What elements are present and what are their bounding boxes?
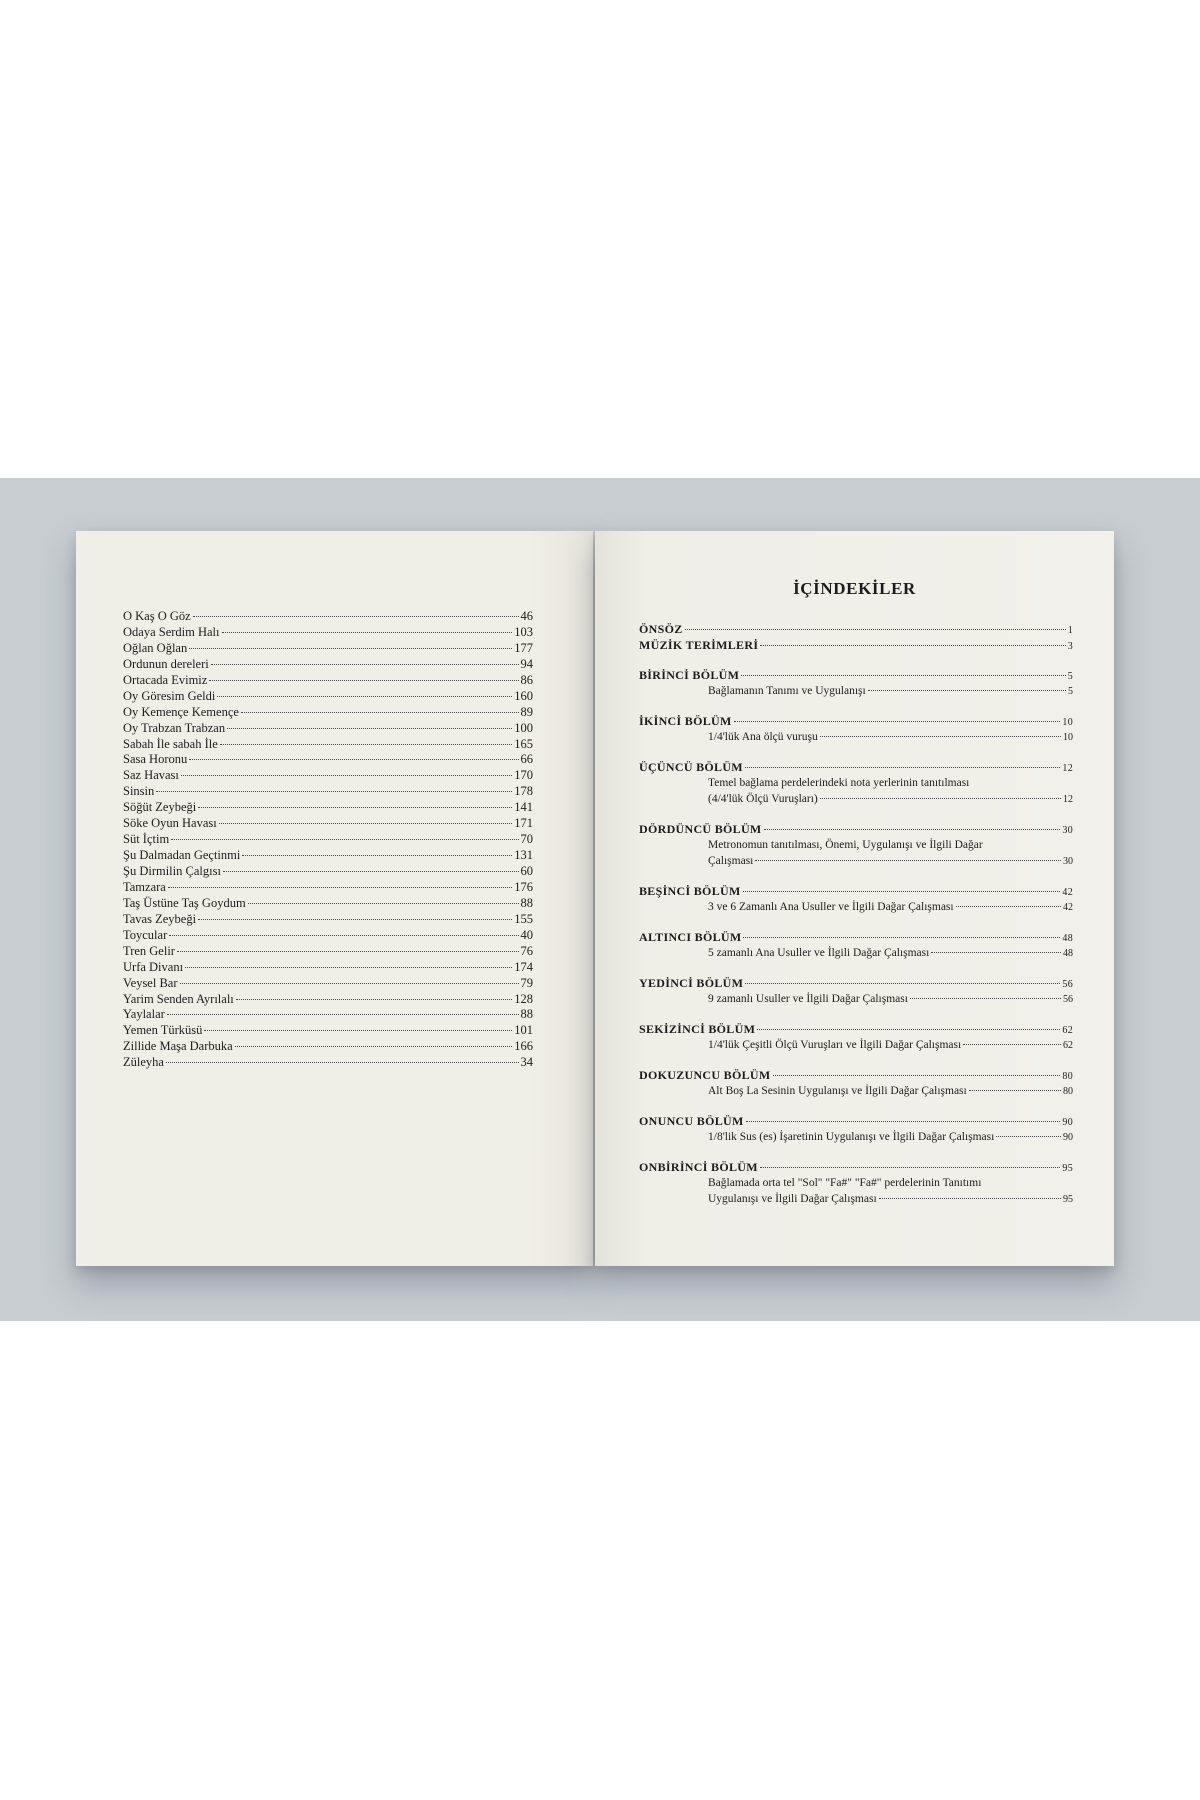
- list-item: [123, 880, 533, 896]
- page-number: 176: [514, 879, 533, 894]
- entry-title: Süt İçtim: [123, 832, 170, 847]
- entry-title: Taş Üstüne Taş Goydum: [123, 895, 246, 910]
- page-number: 12: [1062, 763, 1073, 774]
- page-number: 48: [1063, 948, 1073, 959]
- list-item: [123, 673, 533, 689]
- leader-dots: [820, 798, 1061, 799]
- page-number: 62: [1062, 1025, 1073, 1036]
- entry-title: Yaylalar: [123, 1007, 165, 1022]
- page-number: 95: [1062, 1163, 1073, 1174]
- entry-title: Toycular: [123, 927, 168, 942]
- toc-heading-chapter-3: [639, 759, 1073, 775]
- entry-title: Sabah İle sabah İle: [123, 736, 218, 751]
- leader-dots: [185, 967, 512, 968]
- list-item: [123, 1023, 533, 1039]
- entry-title: Urfa Divanı: [123, 959, 184, 974]
- page-number: 62: [1063, 1040, 1073, 1051]
- leader-dots: [167, 1014, 519, 1015]
- heading-title: BİRİNCİ BÖLÜM: [639, 668, 740, 682]
- page-number: 80: [1062, 1071, 1073, 1082]
- page-number: 79: [520, 975, 533, 990]
- heading-title: ALTINCI BÖLÜM: [639, 930, 742, 944]
- song-index-list: [123, 609, 533, 1071]
- toc-heading-chapter-8: [639, 1021, 1073, 1037]
- leader-dots: [868, 690, 1066, 691]
- page-number: 101: [514, 1023, 533, 1038]
- entry-title: Söke Oyun Havası: [123, 816, 217, 831]
- page-number: 171: [514, 816, 533, 831]
- leader-dots: [211, 664, 519, 665]
- list-item: [123, 737, 533, 753]
- toc-heading-chapter-6: [639, 929, 1073, 945]
- subentry-title: 5 zamanlı Ana Usuller ve İlgili Dağar Çalışması: [708, 947, 930, 959]
- leader-dots: [879, 1198, 1061, 1199]
- heading-title: DÖRDÜNCÜ BÖLÜM: [639, 822, 762, 836]
- subentry-title: Uygulanışı ve İlgili Dağar Çalışması: [708, 1193, 877, 1205]
- leader-dots: [969, 1090, 1061, 1091]
- entry-title: Tamzara: [123, 879, 166, 894]
- entry-title: Şu Dalmadan Geçtinmi: [123, 848, 241, 863]
- page-number: 12: [1063, 794, 1073, 805]
- page-number: 56: [1062, 979, 1073, 990]
- toc-subentry: [639, 853, 1073, 869]
- leader-dots: [219, 823, 513, 824]
- toc-subentry: [639, 683, 1073, 699]
- page-number: 88: [520, 1007, 533, 1022]
- subentry-line: Bağlamada orta tel "Sol" "Fa#" "Fa#" perdelerinin Tanıtımı: [708, 1177, 982, 1189]
- leader-dots: [242, 855, 512, 856]
- entry-title: Oy Trabzan Trabzan: [123, 720, 226, 735]
- heading-title: ÖNSÖZ: [639, 622, 683, 636]
- page-number: 56: [1063, 994, 1073, 1005]
- entry-title: Oğlan Oğlan: [123, 640, 188, 655]
- table-of-contents: [639, 621, 1073, 1207]
- toc-subentry: [639, 945, 1073, 961]
- leader-dots: [236, 999, 512, 1000]
- leader-dots: [198, 807, 512, 808]
- toc-heading-chapter-5: [639, 883, 1073, 899]
- entry-title: Oy Göresim Geldi: [123, 688, 216, 703]
- page-number: 155: [514, 911, 533, 926]
- list-item: [123, 992, 533, 1008]
- subentry-title: Çalışması: [708, 855, 754, 867]
- toc-heading-onsoz: [639, 621, 1073, 637]
- heading-title: ONUNCU BÖLÜM: [639, 1114, 744, 1128]
- leader-dots: [745, 983, 1060, 984]
- list-item: [123, 816, 533, 832]
- page-number: 30: [1062, 825, 1073, 836]
- right-page: [595, 531, 1114, 1266]
- entry-title: Zillide Maşa Darbuka: [123, 1039, 233, 1054]
- page-number: 88: [520, 895, 533, 910]
- leader-dots: [181, 775, 512, 776]
- heading-title: MÜZİK TERİMLERİ: [639, 638, 759, 652]
- leader-dots: [741, 675, 1065, 676]
- page-number: 48: [1062, 933, 1073, 944]
- page-number: 60: [520, 864, 533, 878]
- list-item: [123, 689, 533, 705]
- page-number: 76: [520, 943, 533, 958]
- leader-dots: [963, 1044, 1061, 1045]
- page-number: 100: [514, 720, 533, 735]
- page-number: 174: [514, 959, 533, 974]
- list-item: [123, 864, 533, 880]
- toc-subentry: [639, 1191, 1073, 1207]
- subentry-title: 3 ve 6 Zamanlı Ana Usuller ve İlgili Dağar Çalışması: [708, 901, 954, 913]
- list-item: [123, 1055, 533, 1071]
- list-item: [123, 768, 533, 784]
- list-item: [123, 944, 533, 960]
- page-number: 131: [514, 848, 533, 863]
- leader-dots: [734, 721, 1061, 722]
- toc-subentry: [639, 729, 1073, 745]
- page-number: 5: [1067, 671, 1073, 682]
- toc-subentry: [639, 991, 1073, 1007]
- entry-title: O Kaş O Göz: [123, 609, 191, 623]
- entry-title: Ortacada Evimiz: [123, 672, 208, 687]
- subentry-title: Bağlamanın Tanımı ve Uygulanışı: [708, 685, 866, 697]
- page-number: 90: [1063, 1132, 1073, 1143]
- leader-dots: [996, 1136, 1061, 1137]
- page-number: 10: [1063, 732, 1073, 743]
- page-number: 128: [514, 991, 533, 1006]
- page-number: 103: [514, 624, 533, 639]
- leader-dots: [227, 728, 512, 729]
- leader-dots: [956, 906, 1061, 907]
- leader-dots: [685, 629, 1066, 630]
- leader-dots: [198, 919, 512, 920]
- toc-heading-chapter-7: [639, 975, 1073, 991]
- leader-dots: [193, 616, 519, 617]
- list-item: [123, 848, 533, 864]
- entry-title: Sinsin: [123, 784, 155, 799]
- entry-title: Yemen Türküsü: [123, 1023, 203, 1038]
- subentry-title: 9 zamanlı Usuller ve İlgili Dağar Çalışması: [708, 993, 908, 1005]
- list-item: [123, 641, 533, 657]
- entry-title: Söğüt Zeybeği: [123, 800, 197, 815]
- page-number: 42: [1063, 902, 1073, 913]
- heading-title: YEDİNCİ BÖLÜM: [639, 976, 744, 990]
- page-number: 30: [1063, 856, 1073, 867]
- heading-title: ONBİRİNCİ BÖLÜM: [639, 1160, 758, 1174]
- toc-subentry: [639, 791, 1073, 807]
- list-item: [123, 800, 533, 816]
- page-number: 10: [1062, 717, 1073, 728]
- leader-dots: [222, 632, 513, 633]
- list-item: [123, 896, 533, 912]
- entry-title: Şu Dirmilin Çalgısı: [123, 864, 221, 878]
- toc-subentry: [639, 1129, 1073, 1145]
- leader-dots: [931, 952, 1061, 953]
- page-number: 141: [514, 800, 533, 815]
- page-number: 165: [514, 736, 533, 751]
- page-number: 94: [520, 656, 533, 671]
- leader-dots: [743, 891, 1061, 892]
- heading-title: ÜÇÜNCÜ BÖLÜM: [639, 760, 743, 774]
- list-item: [123, 832, 533, 848]
- page-title: İÇİNDEKİLER: [793, 579, 916, 598]
- heading-title: DOKUZUNCU BÖLÜM: [639, 1068, 771, 1082]
- page-number: 95: [1063, 1194, 1073, 1205]
- leader-dots: [189, 759, 518, 760]
- entry-title: Tren Gelir: [123, 943, 175, 958]
- leader-dots: [910, 998, 1061, 999]
- entry-title: Saz Havası: [123, 768, 179, 783]
- heading-title: İKİNCİ BÖLÜM: [639, 714, 732, 728]
- entry-title: Sasa Horonu: [123, 752, 188, 767]
- toc-subentry: [639, 1037, 1073, 1053]
- page-number: 170: [514, 768, 533, 783]
- heading-title: SEKİZİNCİ BÖLÜM: [639, 1022, 756, 1036]
- leader-dots: [773, 1075, 1061, 1076]
- leader-dots: [168, 887, 512, 888]
- heading-title: BEŞİNCİ BÖLÜM: [639, 884, 741, 898]
- toc-heading-chapter-11: [639, 1159, 1073, 1175]
- entry-title: Tavas Zeybeği: [123, 911, 197, 926]
- toc-subentry: [639, 899, 1073, 915]
- leader-dots: [223, 871, 519, 872]
- leader-dots: [755, 860, 1061, 861]
- leader-dots: [746, 1121, 1061, 1122]
- left-page: [76, 531, 593, 1266]
- page-number: 166: [514, 1039, 533, 1054]
- list-item: [123, 912, 533, 928]
- list-item: [123, 1007, 533, 1023]
- list-item: [123, 1039, 533, 1055]
- leader-dots: [248, 903, 519, 904]
- leader-dots: [764, 829, 1061, 830]
- leader-dots: [743, 937, 1060, 938]
- page-number: 89: [520, 704, 533, 719]
- leader-dots: [169, 935, 518, 936]
- leader-dots: [217, 696, 512, 697]
- page-number: 40: [520, 927, 533, 942]
- subentry-title: (4/4'lük Ölçü Vuruşları): [708, 793, 818, 805]
- leader-dots: [820, 736, 1061, 737]
- list-item: [123, 784, 533, 800]
- page-number: 178: [514, 784, 533, 799]
- leader-dots: [220, 744, 512, 745]
- toc-heading-chapter-1: [639, 667, 1073, 683]
- leader-dots: [189, 648, 512, 649]
- subentry-title: 1/8'lik Sus (es) İşaretinin Uygulanışı ve İlgili Dağar Çalışması: [708, 1131, 995, 1143]
- list-item: [123, 625, 533, 641]
- entry-title: Yarim Senden Ayrılalı: [123, 991, 234, 1006]
- leader-dots: [171, 839, 518, 840]
- leader-dots: [180, 983, 519, 984]
- leader-dots: [745, 767, 1060, 768]
- leader-dots: [156, 791, 512, 792]
- leader-dots: [757, 1029, 1060, 1030]
- page-number: 177: [514, 640, 533, 655]
- leader-dots: [235, 1046, 513, 1047]
- list-item: [123, 705, 533, 721]
- page-number: 34: [520, 1055, 533, 1070]
- page-number: 1: [1067, 625, 1073, 636]
- page-number: 42: [1062, 887, 1073, 898]
- toc-subentry: [639, 1083, 1073, 1099]
- page-number: 46: [520, 609, 533, 623]
- list-item: [123, 752, 533, 768]
- leader-dots: [241, 712, 519, 713]
- entry-title: Odaya Serdim Halı: [123, 624, 220, 639]
- toc-heading-chapter-4: [639, 821, 1073, 837]
- page-number: 90: [1062, 1117, 1073, 1128]
- subentry-title: 1/4'lük Ana ölçü vuruşu: [708, 731, 818, 743]
- subentry-line: Temel bağlama perdelerindeki nota yerlerinin tanıtılması: [708, 777, 970, 789]
- page-number: 80: [1063, 1086, 1073, 1097]
- list-item: [123, 721, 533, 737]
- toc-heading-chapter-9: [639, 1067, 1073, 1083]
- subentry-title: 1/4'lük Çeşitli Ölçü Vuruşları ve İlgili Dağar Çalışması: [708, 1039, 962, 1051]
- entry-title: Züleyha: [123, 1055, 164, 1070]
- page-number: 70: [520, 832, 533, 847]
- leader-dots: [760, 645, 1065, 646]
- page-number: 86: [520, 672, 533, 687]
- toc-heading-chapter-2: [639, 713, 1073, 729]
- toc-heading-chapter-10: [639, 1113, 1073, 1129]
- entry-title: Veysel Bar: [123, 975, 178, 990]
- leader-dots: [209, 680, 518, 681]
- leader-dots: [166, 1062, 519, 1063]
- entry-title: Ordunun dereleri: [123, 656, 209, 671]
- leader-dots: [177, 951, 519, 952]
- page-number: 160: [514, 688, 533, 703]
- entry-title: Oy Kemençe Kemençe: [123, 704, 239, 719]
- list-item: [123, 657, 533, 673]
- list-item: [123, 960, 533, 976]
- page-number: 5: [1068, 686, 1073, 697]
- page-number: 3: [1067, 641, 1073, 652]
- toc-heading-muzik-terimleri: [639, 637, 1073, 653]
- list-item: [123, 609, 533, 625]
- list-item: [123, 976, 533, 992]
- subentry-title: Alt Boş La Sesinin Uygulanışı ve İlgili Dağar Çalışması: [708, 1085, 967, 1097]
- leader-dots: [204, 1030, 512, 1031]
- page-number: 66: [520, 752, 533, 767]
- subentry-line: Metronomun tanıtılması, Önemi, Uygulanışı ve İlgili Dağar: [708, 839, 983, 851]
- list-item: [123, 928, 533, 944]
- leader-dots: [760, 1167, 1061, 1168]
